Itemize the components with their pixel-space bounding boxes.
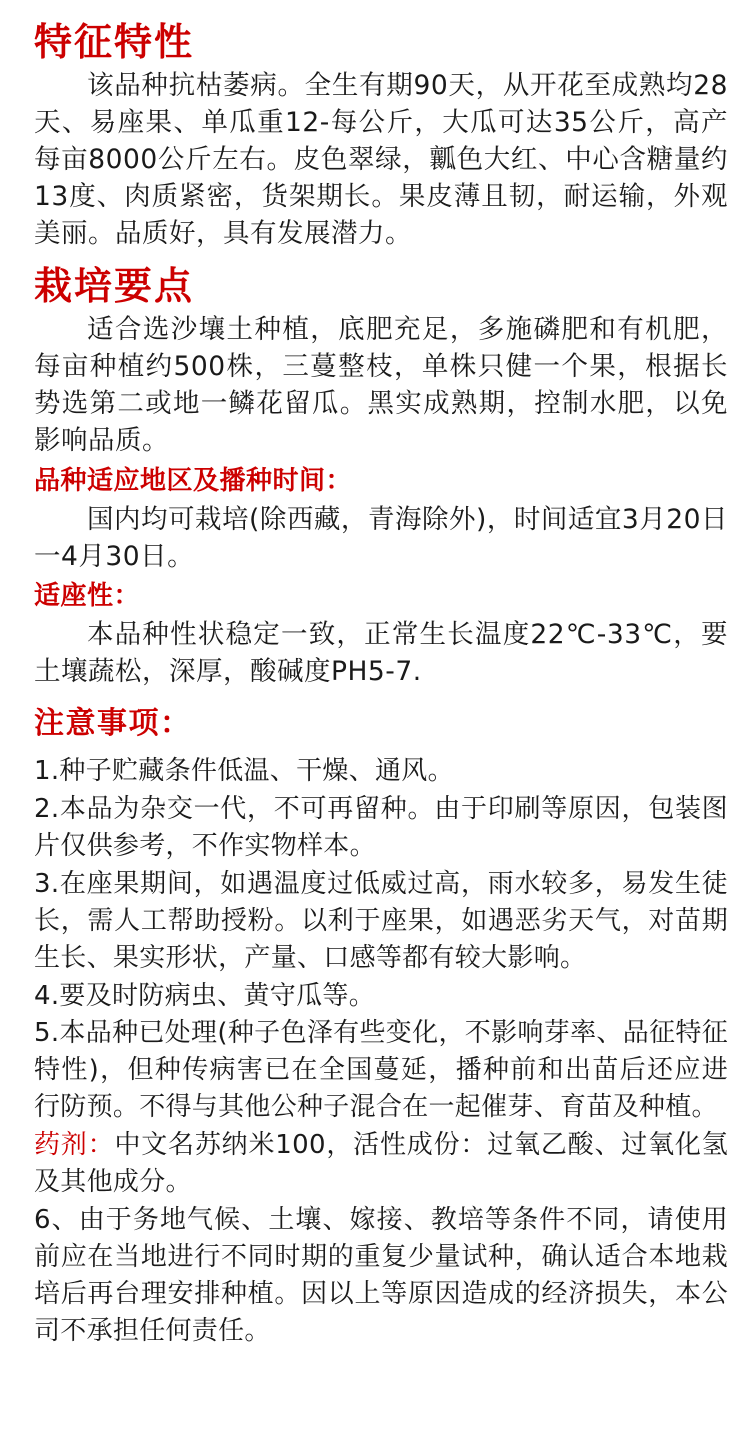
section-paragraph-cultivation: 适合选沙壤土种植，底肥充足，多施磷肥和有机肥，每亩种植约500株，三蔓整枝，单株只健一个果，根据长势选第二或地一鳞花留瓜。黑实成熟期，控制水肥，以免影响品质。	[34, 314, 728, 457]
drug-text: 中文名苏纳米100，活性成份：过氧乙酸、过氧化氢及其他成分。	[34, 1130, 728, 1198]
notice-item: 4.要及时防病虫、黄守瓜等。	[34, 980, 376, 1011]
drug-label: 药剂：	[34, 1130, 115, 1161]
section-heading-cultivation: 栽培要点	[34, 264, 195, 309]
subsection-heading-region-and-time: 品种适应地区及播种时间：	[34, 465, 353, 496]
subsection-text-fruit-setting: 本品种性状稳定一致，正常生长温度22℃-33℃，要土壤蔬松，深厚，酸碱度PH5-7.	[34, 618, 728, 687]
notice-item: 3.在座果期间，如遇温度过低威过高，雨水较多，易发生徒长，需人工帮助授粉。以利于座果，如遇恶劣天气，对苗期生长、果实形状，产量、口感等都有较大影响。	[34, 868, 728, 973]
notice-heading: 注意事项：	[34, 706, 192, 742]
notice-item-disclaimer: 6、由于务地气候、土壤、嫁接、教培等条件不同，请使用前应在当地进行不同时期的重复少量试种，确认适合本地栽培后再台理安排种植。因以上等原因造成的经济损失，本公司不承担任何责任。	[34, 1204, 728, 1346]
section-heading-features: 特征特性	[34, 20, 195, 64]
notice-item-drug	[34, 1127, 728, 1201]
subsection-heading-fruit-setting: 适座性：	[34, 580, 141, 611]
notice-item: 1.种子贮藏条件低温、干燥、通风。	[34, 756, 454, 787]
section-paragraph-features: 该品种抗枯萎病。全生有期90天，从开花至成熟均28天、易座果、单瓜重12-每公斤，大瓜可达35公斤，高产每亩8000公斤左右。皮色翠绿，瓤色大红、中心含糖量约13度、肉质紧密，货架期长。果皮薄且韧，耐运输，外观美丽。品质好，具有发展潜力。	[34, 69, 728, 250]
notice-item: 2.本品为杂交一代，不可再留种。由于印刷等原因，包装图片仅供参考，不作实物样本。	[34, 793, 728, 861]
notice-item: 5.本品种已处理(种子色泽有些变化，不影响芽率、品征特征特性)，但种传病害已在全国蔓延，播种前和出苗后还应进行防预。不得与其他公种子混合在一起催芽、育苗及种植。	[34, 1018, 728, 1123]
subsection-text-region-and-time: 国内均可栽培(除西藏，青海除外)，时间适宜3月20日一4月30日。	[34, 503, 728, 572]
